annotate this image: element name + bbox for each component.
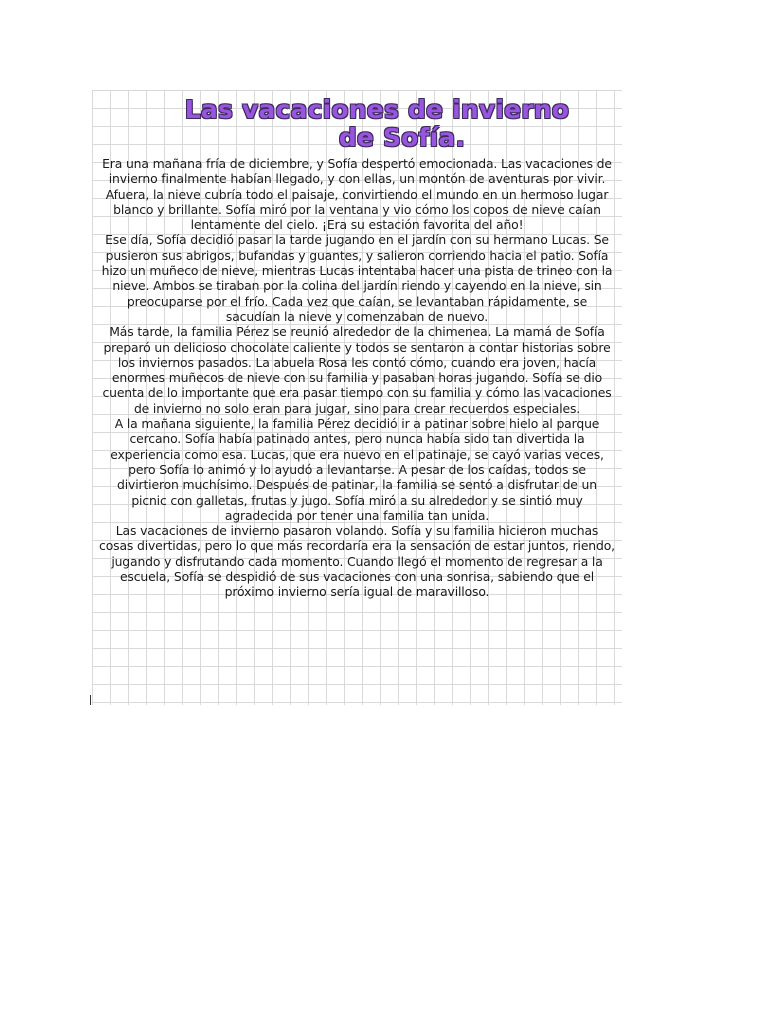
title-line-2: de Sofía. bbox=[338, 123, 466, 152]
text-cursor-mark bbox=[90, 695, 91, 705]
paragraph-1: Era una mañana fría de diciembre, y Sofía despertó emocionada. Las vacaciones de invierno finalmente habían llegado, y con ellas, un montón de aventuras por vivir. Afuera, la nieve cubría todo el paisaje, convirtiendo el mundo en un hermoso lugar blanco y brillante. Sofía miró por la ventana y vio cómo los copos de nieve caían lentamente del cielo. ¡Era su estación favorita del año! bbox=[102, 156, 612, 233]
paragraph-2: Ese día, Sofía decidió pasar la tarde jugando en el jardín con su hermano Lucas. Se pusieron sus abrigos, bufandas y guantes, y salieron corriendo hacia el patio. Sofía hizo un muñeco de nieve, mientras Lucas intentaba hacer una pista de trineo con la nieve. Ambos se tiraban por la colina del jardín riendo y cayendo en la nieve, sin preocuparse por el frío. Cada vez que caían, se levantaban rápidamente, se sacudían la nieve y comenzaban de nuevo. bbox=[101, 232, 613, 324]
story-title bbox=[92, 96, 622, 152]
paragraph-4: A la mañana siguiente, la familia Pérez decidió ir a patinar sobre hielo al parque cercano. Sofía había patinado antes, pero nunca había sido tan divertida la experiencia como esa. Lucas, que era nuevo en el patinaje, se cayó varias veces, pero Sofía lo animó y lo ayudó a levantarse. A pesar de los caídas, todos se divirtieron muchísimo. Después de patinar, la familia se sentó a disfrutar de un picnic con galletas, frutas y jugo. Sofía miró a su alrededor y se sintió muy agradecida por tener una familia tan unida. bbox=[110, 416, 604, 523]
paragraph-3: Más tarde, la familia Pérez se reunió alrededor de la chimenea. La mamá de Sofía preparó un delicioso chocolate caliente y todos se sentaron a contar historias sobre los inviernos pasados. La abuela Rosa les contó cómo, cuando era joven, hacía enormes muñecos de nieve con su familia y pasaban horas jugando. Sofía se dio cuenta de lo importante que era pasar tiempo con su familia y cómo las vacaciones de invierno no solo eran para jugar, sino para crear recuerdos especiales. bbox=[102, 324, 612, 416]
title-line-1: Las vacaciones de invierno bbox=[184, 95, 570, 124]
story-body bbox=[92, 156, 622, 600]
grid-paper-page bbox=[92, 90, 622, 705]
paragraph-5: Las vacaciones de invierno pasaron volando. Sofía y su familia hicieron muchas cosas divertidas, pero lo que más recordaría era la sensación de estar juntos, riendo, jugando y disfrutando cada momento. Cuando llegó el momento de regresar a la escuela, Sofía se despidió de sus vacaciones con una sonrisa, sabiendo que el próximo invierno sería igual de maravilloso. bbox=[99, 523, 615, 600]
